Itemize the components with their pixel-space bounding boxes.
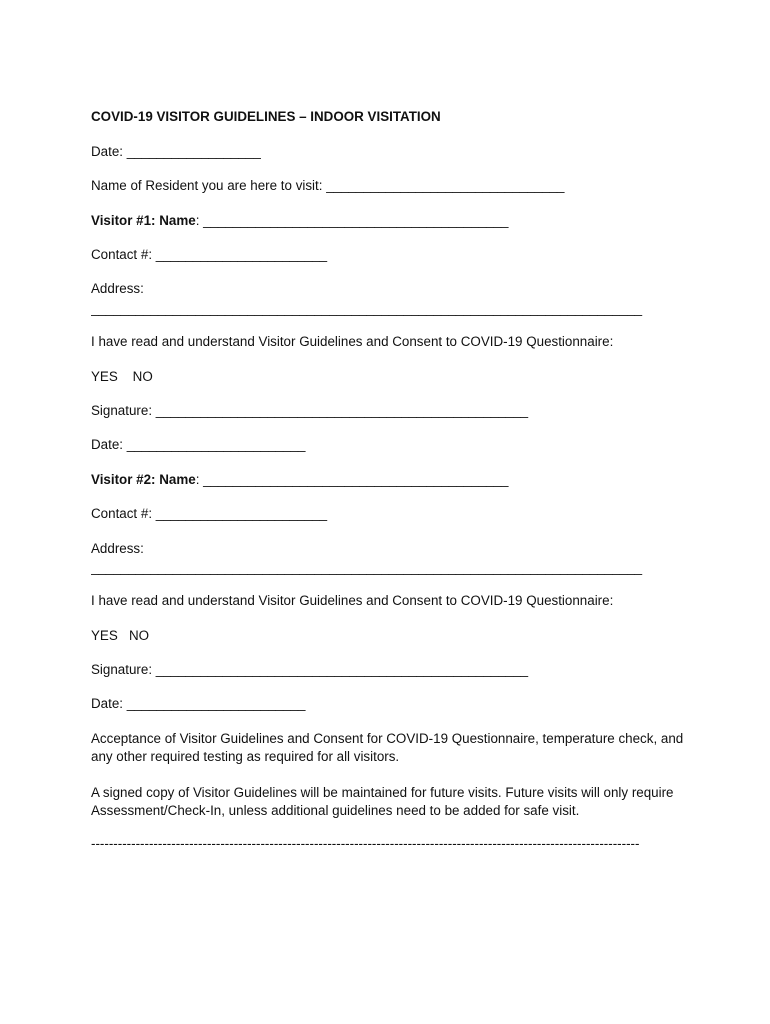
signed-copy-paragraph: A signed copy of Visitor Guidelines will be maintained for future visits. Future visits will only require Assessment/Check-In, unless additional guidelines need to be added for safe visit. xyxy=(91,785,674,818)
visitor1-contact-field[interactable]: Contact #: _______________________ xyxy=(91,247,328,262)
visitor1-name-blank: : _________________________________________ xyxy=(195,213,509,228)
visitor2-address-field[interactable]: __________________________________________________________________________ xyxy=(91,560,643,575)
visitor1-name-label: Visitor #1: Name xyxy=(91,213,196,228)
visitor1-yes-no[interactable]: YES NO xyxy=(91,369,153,384)
resident-name-field[interactable]: Name of Resident you are here to visit: ________________________________ xyxy=(91,178,565,193)
visitor2-contact-field[interactable]: Contact #: _______________________ xyxy=(91,506,328,521)
visitor2-name-blank: : _________________________________________ xyxy=(195,472,509,487)
page-title: COVID-19 VISITOR GUIDELINES – INDOOR VISITATION xyxy=(91,109,441,124)
visitor2-name-field[interactable] xyxy=(91,472,508,488)
visitor2-name-label: Visitor #2: Name xyxy=(91,472,196,487)
visitor2-address-label: Address: xyxy=(91,541,144,556)
visitor1-name-field[interactable] xyxy=(91,213,508,229)
visitor2-signature-field[interactable]: Signature: __________________________________________________ xyxy=(91,662,529,677)
acceptance-paragraph: Acceptance of Visitor Guidelines and Consent for COVID-19 Questionnaire, temperature check, and any other required testing as required for all visitors. xyxy=(91,731,684,764)
visitor1-signature-field[interactable]: Signature: __________________________________________________ xyxy=(91,403,529,418)
visitor1-address-label: Address: xyxy=(91,281,144,296)
separator-line: --------------------------------------------------------------------------------------------------------------------------- xyxy=(91,836,640,851)
date-field[interactable]: Date: __________________ xyxy=(91,144,261,159)
visitor2-yes-no[interactable]: YES NO xyxy=(91,628,150,643)
visitor2-statement: I have read and understand Visitor Guidelines and Consent to COVID-19 Questionnaire: xyxy=(91,593,614,608)
visitor1-date-field[interactable]: Date: ________________________ xyxy=(91,437,306,452)
visitor2-date-field[interactable]: Date: ________________________ xyxy=(91,696,306,711)
visitor1-address-field[interactable]: __________________________________________________________________________ xyxy=(91,301,643,316)
visitor1-statement: I have read and understand Visitor Guidelines and Consent to COVID-19 Questionnaire: xyxy=(91,334,614,349)
